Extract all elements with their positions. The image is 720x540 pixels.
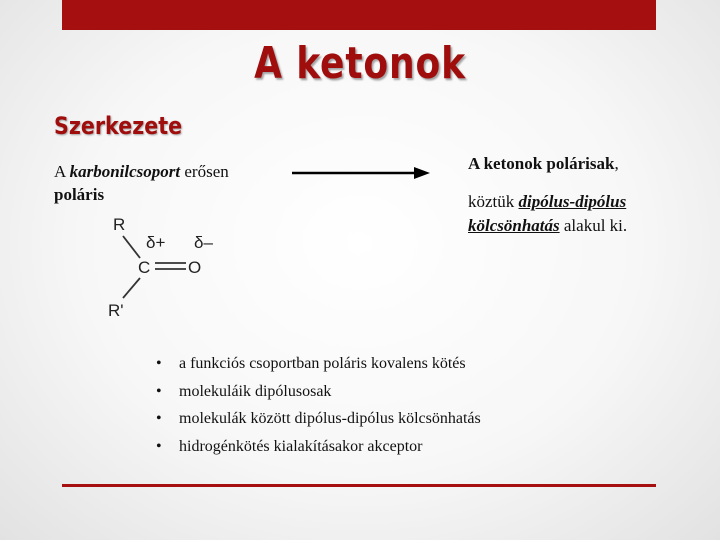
right-line2: köztük <box>468 192 519 211</box>
delta-minus-label: δ– <box>194 233 213 252</box>
right-statement <box>468 152 678 238</box>
right-term: dipólus-dipólus kölcsönhatás <box>468 192 627 235</box>
page-title: A ketonok <box>254 38 466 89</box>
r-top-label: R <box>113 215 126 234</box>
carbon-label: C <box>138 258 151 277</box>
bond-r-bottom <box>123 278 140 298</box>
left-pre: A <box>54 162 70 181</box>
r-bottom-label: R' <box>108 301 124 320</box>
left-mid: erősen <box>180 162 229 181</box>
list-item: • molekuláik dipólusosak <box>156 378 481 406</box>
list-item: • molekulák között dipólus-dipólus kölcsönhatás <box>156 405 481 433</box>
right-arrow-icon <box>290 162 432 184</box>
right-end: alakul ki. <box>559 216 628 235</box>
oxygen-label: O <box>188 258 202 277</box>
bottom-divider <box>62 484 656 487</box>
carbonyl-structure-diagram <box>100 210 260 325</box>
left-bold: poláris <box>54 185 105 204</box>
left-term: karbonilcsoport <box>69 162 181 181</box>
right-line1: A ketonok polárisak <box>468 154 615 173</box>
right-line1-comma: , <box>614 154 619 173</box>
list-item: • a funkciós csoportban poláris kovalens kötés <box>156 350 481 378</box>
delta-plus-label: δ+ <box>146 233 166 252</box>
section-subtitle: Szerkezete <box>54 112 183 140</box>
property-list <box>156 350 481 460</box>
list-item: • hidrogénkötés kialakításakor akceptor <box>156 433 481 461</box>
bond-r-top <box>123 236 140 258</box>
left-statement <box>54 160 294 206</box>
top-accent-bar <box>62 0 656 30</box>
